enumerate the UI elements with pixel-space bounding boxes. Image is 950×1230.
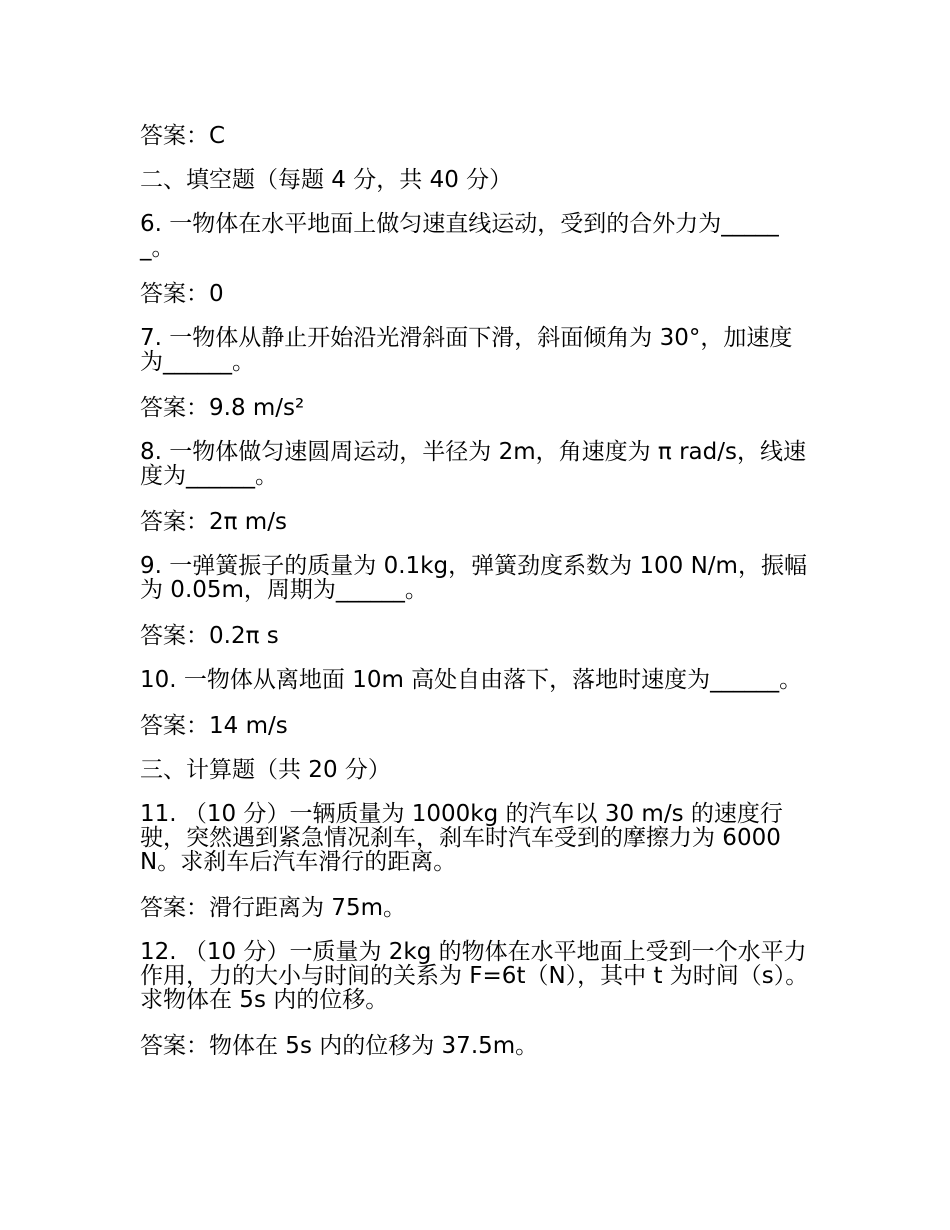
question-6: 6. 一物体在水平地面上做匀速直线运动，受到的合外力为______。	[140, 211, 779, 261]
question-9: 9. 一弹簧振子的质量为 0.1kg，弹簧劲度系数为 100 N/m，振幅为 0.05m，周期为______。	[140, 553, 807, 603]
section-heading-calculation: 三、计算题（共 20 分）	[140, 757, 391, 783]
answer-7: 答案：9.8 m/s²	[140, 395, 305, 421]
question-8: 8. 一物体做匀速圆周运动，半径为 2m，角速度为 π rad/s，线速度为______。	[140, 439, 806, 489]
question-12: 12. （10 分）一质量为 2kg 的物体在水平地面上受到一个水平力作用，力的大小与时间的关系为 F=6t（N），其中 t 为时间（s）。求物体在 5s 内的位移。	[140, 939, 809, 1013]
answer-12: 答案：物体在 5s 内的位移为 37.5m。	[140, 1033, 539, 1059]
question-7: 7. 一物体从静止开始沿光滑斜面下滑，斜面倾角为 30°，加速度为______。	[140, 325, 793, 375]
answer-11: 答案：滑行距离为 75m。	[140, 895, 406, 921]
document-body	[140, 124, 810, 1078]
answer-6: 答案：0	[140, 281, 224, 307]
answer-8: 答案：2π m/s	[140, 509, 287, 535]
question-11: 11. （10 分）一辆质量为 1000kg 的汽车以 30 m/s 的速度行驶，突然遇到紧急情况刹车，刹车时汽车受到的摩擦力为 6000N。求刹车后汽车滑行的距离。	[140, 801, 783, 875]
answer-9: 答案：0.2π s	[140, 623, 279, 649]
section-heading-fill-in: 二、填空题（每题 4 分，共 40 分）	[140, 167, 513, 193]
question-10: 10. 一物体从离地面 10m 高处自由落下，落地时速度为______。	[140, 667, 803, 693]
answer-5: 答案：C	[140, 123, 226, 149]
answer-10: 答案：14 m/s	[140, 713, 288, 739]
